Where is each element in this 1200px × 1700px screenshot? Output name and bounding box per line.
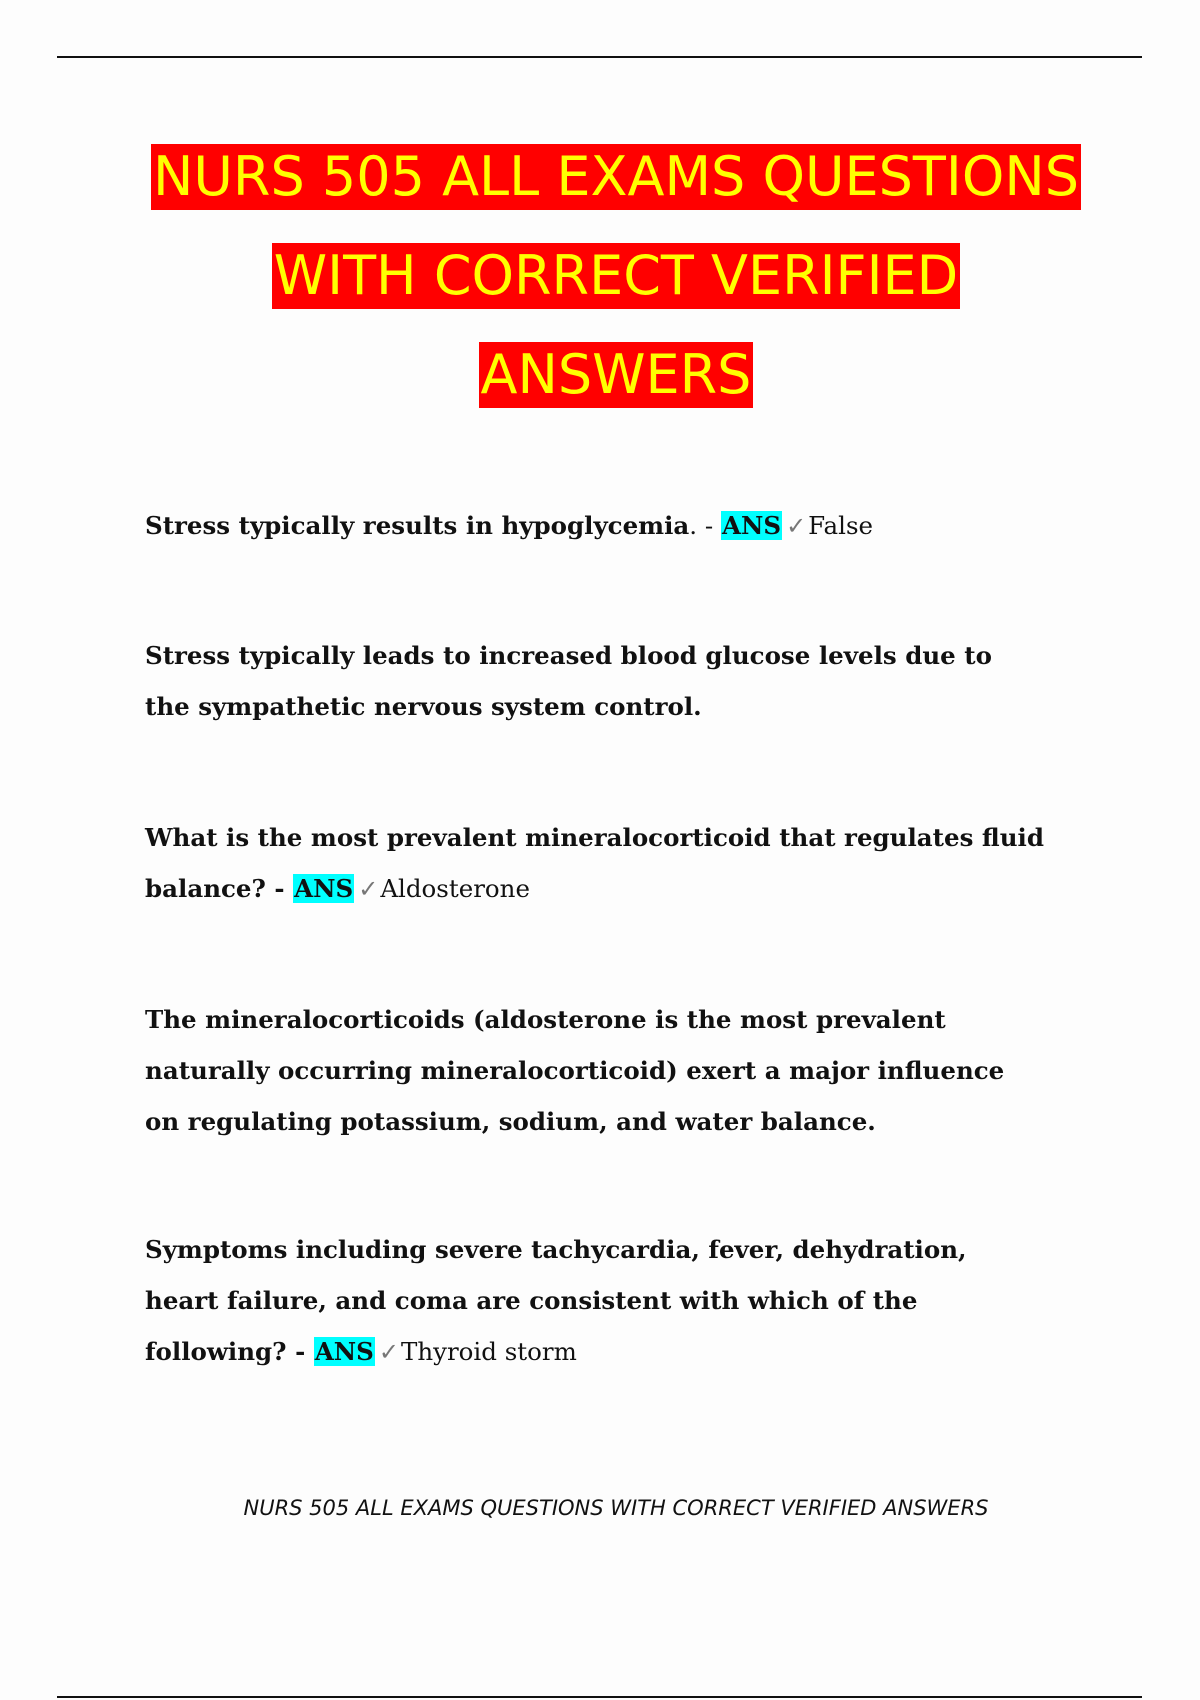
answer-text: Thyroid storm	[401, 1337, 577, 1366]
explanation-2	[145, 994, 1045, 1147]
title-line-1: NURS 505 ALL EXAMS QUESTIONS	[153, 145, 1079, 208]
check-icon: ✓	[378, 1338, 399, 1366]
ans-label: ANS	[721, 511, 782, 540]
question-text: What is the most prevalent mineralocorticoid that regulates fluid balance?	[145, 823, 1044, 903]
qa-item-3	[145, 1224, 1045, 1378]
page-footer: NURS 505 ALL EXAMS QUESTIONS WITH CORRECT VERIFIED ANSWERS	[243, 1496, 989, 1520]
explanation-text: The mineralocorticoids (aldosterone is the most prevalent naturally occurring mineralocorticoid) exert a major influence on regulating potassium, sodium, and water balance.	[145, 1005, 1005, 1136]
answer-separator: -	[265, 874, 294, 903]
title-line-3: ANSWERS	[480, 343, 752, 406]
answer-text: False	[808, 511, 874, 540]
qa-item-1	[145, 500, 1045, 552]
explanation-1	[145, 630, 1045, 732]
answer-separator: -	[286, 1337, 314, 1366]
explanation-text: Stress typically leads to increased blood glucose levels due to the sympathetic nervous system control.	[145, 641, 992, 721]
answer-separator: . -	[689, 511, 721, 540]
question-text: Stress typically results in hypoglycemia	[145, 511, 690, 540]
top-rule	[57, 56, 1142, 58]
title-line-2: WITH CORRECT VERIFIED	[273, 244, 959, 307]
answer-text: Aldosterone	[380, 874, 530, 903]
qa-item-2	[145, 812, 1045, 915]
check-icon: ✓	[358, 875, 379, 903]
ans-label: ANS	[314, 1337, 374, 1366]
bottom-rule	[57, 1696, 1142, 1698]
check-icon: ✓	[786, 512, 807, 540]
document-title	[0, 140, 1200, 437]
question-text: Symptoms including severe tachycardia, fever, dehydration, heart failure, and coma are consistent with which of the following?	[145, 1235, 967, 1366]
ans-label: ANS	[294, 874, 354, 903]
